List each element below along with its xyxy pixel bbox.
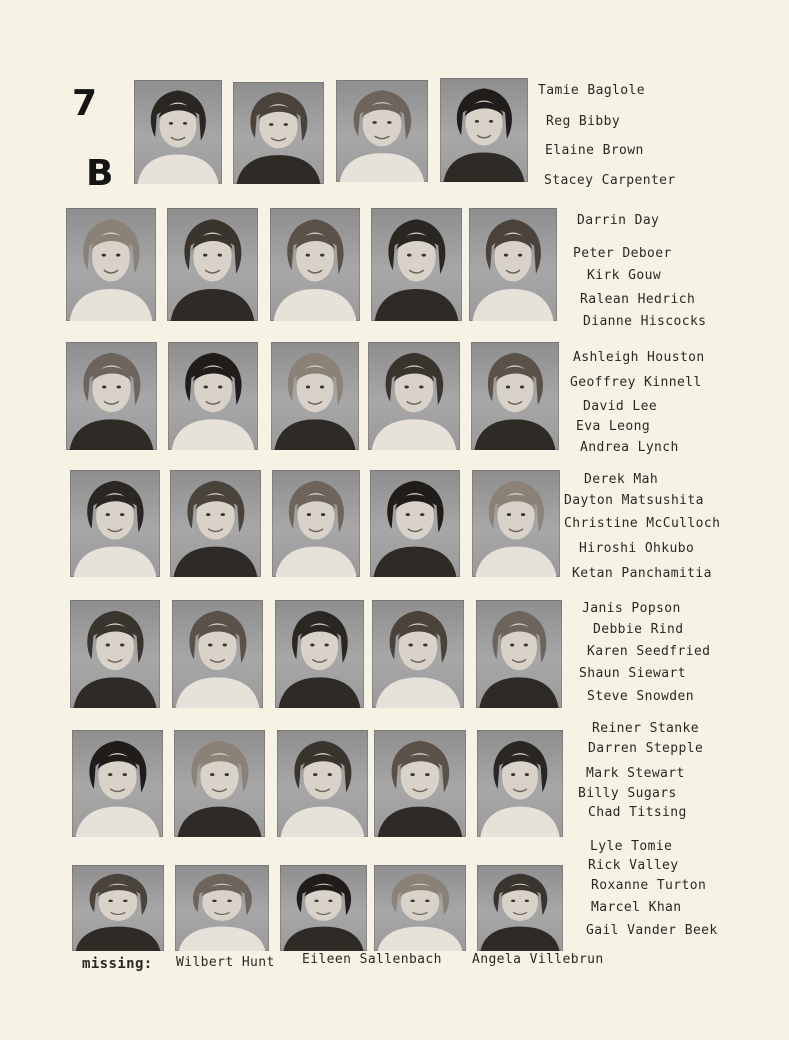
student-name: Stacey Carpenter <box>544 173 676 188</box>
student-name: Geoffrey Kinnell <box>570 375 702 390</box>
student-name: Steve Snowden <box>587 689 694 704</box>
missing-student-name: Wilbert Hunt <box>176 955 275 970</box>
student-photo <box>168 342 258 450</box>
student-name: Marcel Khan <box>591 900 682 915</box>
student-name: Elaine Brown <box>545 143 644 158</box>
student-photo <box>471 342 559 450</box>
student-photo <box>72 730 163 837</box>
student-photo <box>172 600 263 708</box>
student-photo <box>372 600 464 708</box>
student-photo <box>472 470 560 577</box>
student-photo <box>336 80 428 182</box>
student-name: David Lee <box>583 399 658 414</box>
student-name: Roxanne Turton <box>591 878 707 893</box>
student-name: Rick Valley <box>588 858 679 873</box>
student-photo <box>371 208 462 321</box>
student-photo <box>233 82 324 184</box>
student-photo <box>272 470 360 577</box>
student-photo <box>175 865 269 951</box>
student-photo <box>271 342 359 450</box>
missing-student-name: Angela Villebrun <box>472 952 604 967</box>
student-photo <box>277 730 368 837</box>
student-name: Shaun Siewart <box>579 666 686 681</box>
student-photo <box>280 865 367 951</box>
student-name: Ketan Panchamitia <box>572 566 712 581</box>
student-photo <box>134 80 222 184</box>
student-name: Darrin Day <box>577 213 660 228</box>
student-name: Ashleigh Houston <box>573 350 705 365</box>
student-name: Lyle Tomie <box>590 839 673 854</box>
student-photo <box>70 470 160 577</box>
student-photo <box>170 470 261 577</box>
student-photo <box>476 600 562 708</box>
student-name: Debbie Rind <box>593 622 684 637</box>
student-name: Reg Bibby <box>546 114 621 129</box>
student-name: Chad Titsing <box>588 805 687 820</box>
student-photo <box>374 730 466 837</box>
student-name: Tamie Baglole <box>538 83 645 98</box>
student-name: Andrea Lynch <box>580 440 679 455</box>
student-name: Gail Vander Beek <box>586 923 718 938</box>
student-photo <box>275 600 364 708</box>
grade-number: 7 <box>72 83 98 124</box>
student-name: Derek Mah <box>584 472 659 487</box>
student-name: Ralean Hedrich <box>580 292 696 307</box>
student-photo <box>70 600 160 708</box>
student-photo <box>370 470 460 577</box>
student-name: Eva Leong <box>576 419 651 434</box>
missing-label: missing: <box>82 956 153 972</box>
student-name: Dianne Hiscocks <box>583 314 707 329</box>
student-photo <box>477 730 563 837</box>
student-name: Peter Deboer <box>573 246 672 261</box>
student-photo <box>477 865 563 951</box>
student-photo <box>72 865 164 951</box>
student-photo <box>368 342 460 450</box>
student-name: Karen Seedfried <box>587 644 711 659</box>
student-name: Kirk Gouw <box>587 268 662 283</box>
student-photo <box>66 342 157 450</box>
missing-student-name: Eileen Sallenbach <box>302 952 442 967</box>
student-photo <box>167 208 258 321</box>
student-name: Hiroshi Ohkubo <box>579 541 695 556</box>
student-name: Mark Stewart <box>586 766 685 781</box>
student-name: Christine McCulloch <box>564 516 721 531</box>
student-name: Janis Popson <box>582 601 681 616</box>
student-photo <box>440 78 528 182</box>
student-photo <box>469 208 557 321</box>
class-letter: B <box>86 153 114 194</box>
student-photo <box>374 865 466 951</box>
student-photo <box>270 208 360 321</box>
student-name: Billy Sugars <box>578 786 677 801</box>
student-name: Dayton Matsushita <box>564 493 704 508</box>
student-name: Reiner Stanke <box>592 721 699 736</box>
student-photo <box>174 730 265 837</box>
student-name: Darren Stepple <box>588 741 704 756</box>
student-photo <box>66 208 156 321</box>
